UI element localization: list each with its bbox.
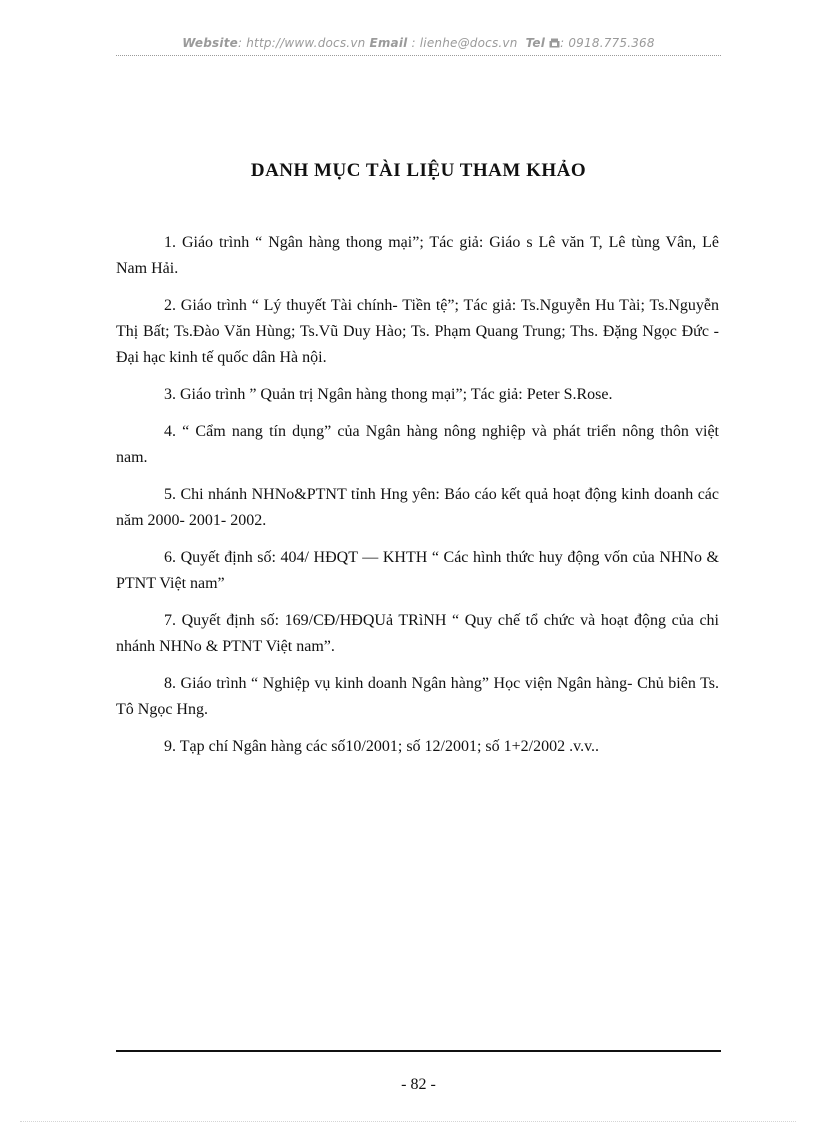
- reference-item: 1. Giáo trình “ Ngân hàng thong mại”; Tác giả: Giáo s Lê văn T, Lê tùng Vân, Lê Nam Hải.: [116, 234, 719, 277]
- tel-value: : 0918.775.368: [560, 36, 655, 50]
- reference-item: 2. Giáo trình “ Lý thuyết Tài chính- Tiền tệ”; Tác giả: Ts.Nguyễn Hu Tài; Ts.Nguyễn Thị Bất; Ts.Đào Văn Hùng; Ts.Vũ Duy Hào; Ts. Phạm Quang Trung; Ths. Đặng Ngọc Đức - Đại hạc kinh tế quốc dân Hà nội.: [116, 297, 719, 366]
- reference-item: 8. Giáo trình “ Nghiệp vụ kinh doanh Ngân hàng” Học viện Ngân hàng- Chủ biên Ts. Tô Ngọc Hng.: [116, 675, 719, 718]
- reference-item: 6. Quyết định số: 404/ HĐQT — KHTH “ Các hình thức huy động vốn của NHNo & PTNT Việt nam”: [116, 549, 719, 592]
- tel-label: Tel: [525, 36, 546, 50]
- page-title: DANH MỤC TÀI LIỆU THAM KHẢO: [250, 160, 587, 181]
- email-value[interactable]: : lienhe@docs.vn: [411, 36, 518, 50]
- website-value[interactable]: : http://www.docs.vn: [237, 36, 366, 50]
- reference-list: [116, 230, 719, 771]
- reference-item: 4. “ Cẩm nang tín dụng” của Ngân hàng nông nghiệp và phát triển nông thôn việt nam.: [116, 423, 719, 466]
- reference-item: 5. Chi nhánh NHNo&PTNT tỉnh Hng yên: Báo cáo kết quả hoạt động kinh doanh các năm 2000- 2001- 2002.: [116, 486, 719, 529]
- website-label: Website: [182, 36, 238, 50]
- footer-divider: [116, 1050, 721, 1052]
- page-bottom-border: [20, 1121, 796, 1122]
- reference-item: 7. Quyết định số: 169/CĐ/HĐQUả TRìNH “ Quy chế tổ chức và hoạt động của chi nhánh NHNo & PTNT Việt nam”.: [116, 612, 719, 655]
- reference-item: 9. Tạp chí Ngân hàng các số10/2001; số 12/2001; số 1+2/2002 .v.v..: [164, 738, 600, 755]
- reference-item: 3. Giáo trình ” Quản trị Ngân hàng thong mại”; Tác giả: Peter S.Rose.: [164, 386, 613, 403]
- header-divider: [116, 55, 721, 56]
- email-label: Email: [369, 36, 408, 50]
- page-number: - 82 -: [401, 1076, 436, 1093]
- phone-icon: [549, 38, 560, 48]
- page-header: [116, 36, 721, 50]
